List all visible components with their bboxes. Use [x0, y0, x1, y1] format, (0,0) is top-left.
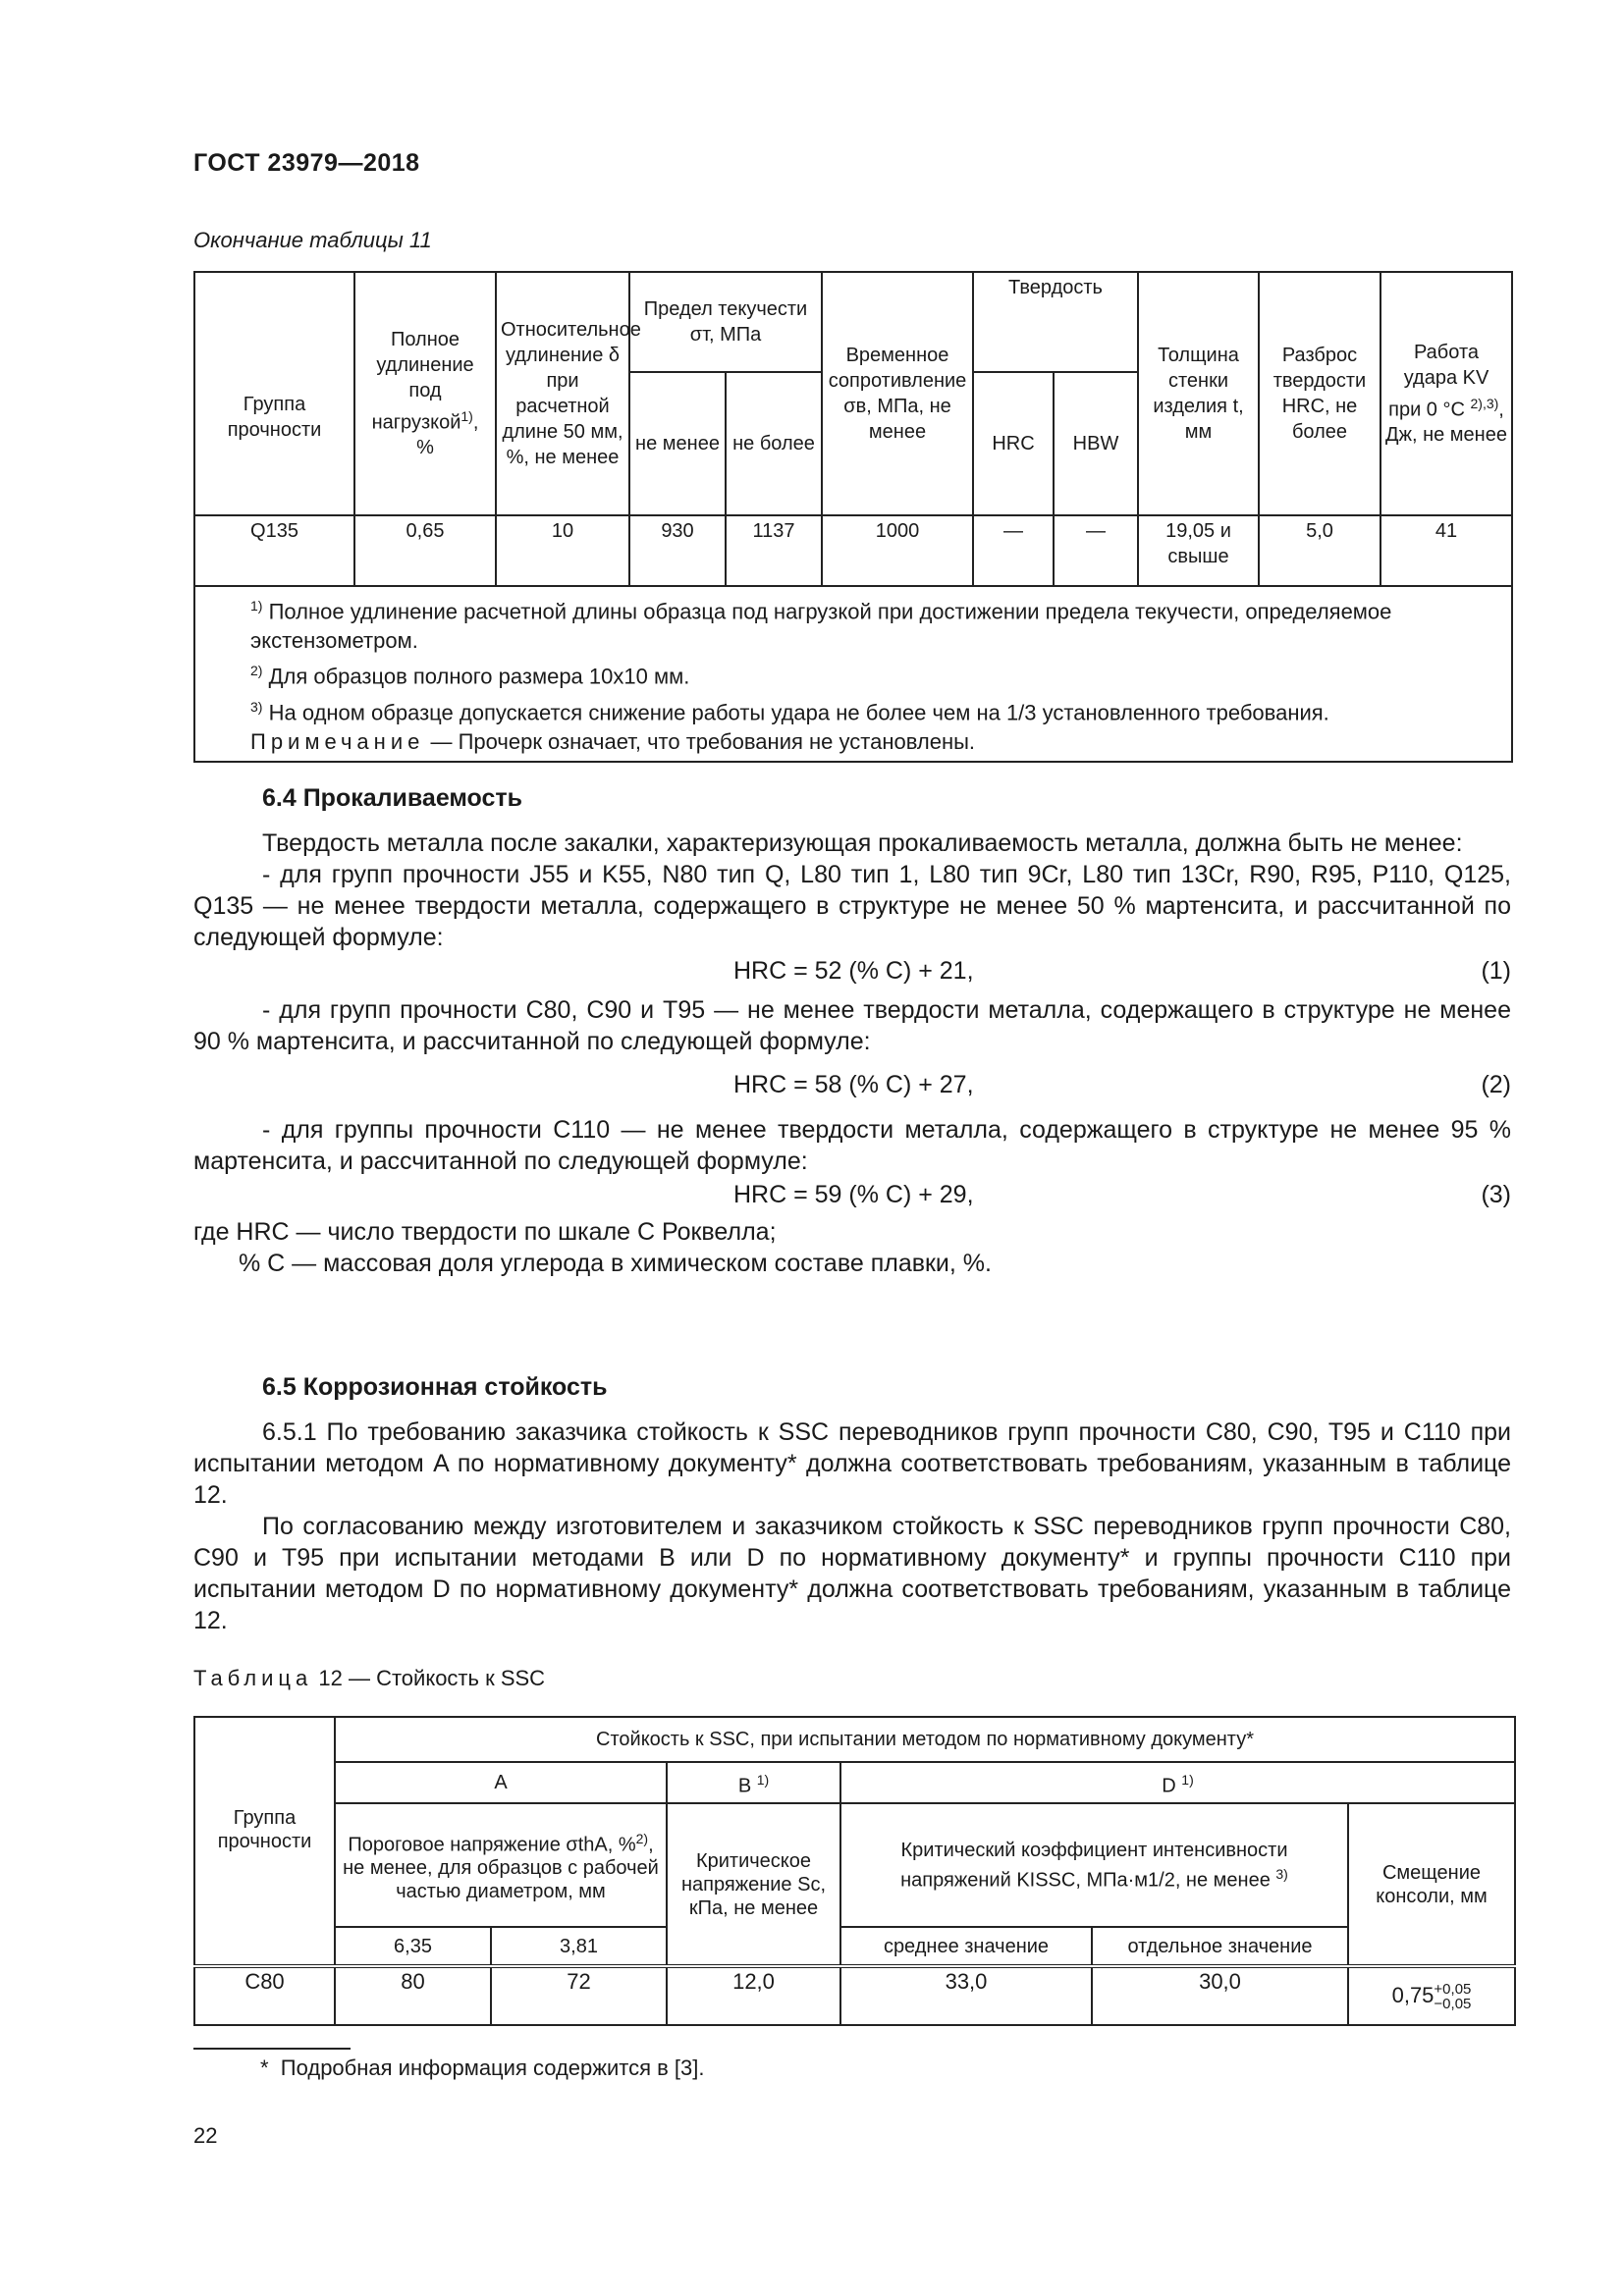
th-resistance: Стойкость к SSC, при испытании методом по нормативному документу* — [335, 1717, 1515, 1762]
section-heading: 6.5 Коррозионная стойкость — [262, 1373, 608, 1401]
note-remark: Примечание — Прочерк означает, что требования не установлены. — [250, 728, 976, 754]
cell-tensile: 1000 — [822, 515, 973, 586]
footnote: * Подробная информация содержится в [3]. — [260, 2056, 705, 2080]
page-number: 22 — [193, 2123, 218, 2148]
table-11 — [193, 271, 1513, 763]
th-wall-thickness: Толщина стенки изделия t, мм — [1138, 272, 1259, 515]
th-critical-stress: Критическое напряжение Sc, кПа, не менее — [667, 1803, 840, 1966]
th-diameter-1: 6,35 — [335, 1927, 491, 1966]
th-tensile: Временное сопротивление σв, МПа, не менее — [822, 272, 973, 515]
paragraph: - для групп прочности J55 и K55, N80 тип Q, L80 тип 1, L80 тип 9Cr, L80 тип 13Cr, R90, R95, P110, Q125, Q135 — не менее твердости металла, содержащего в структуре не менее 50 % мартенсита, и рассчитанной по следующей формуле: — [193, 861, 1511, 951]
th-diameter-2: 3,81 — [491, 1927, 667, 1966]
paragraph: По согласованию между изготовителем и заказчиком стойкость к SSC переводников групп прочности C80, C90 и T95 при испытании методами B или D по нормативному документу* и группы прочности C110 при испытании методом D по нормативному документу* должна соответствовать требованиям, указанным в таблице 12. — [193, 1513, 1511, 1634]
cell-full-elongation: 0,65 — [354, 515, 496, 586]
table-12-caption: Таблица 12 — Стойкость к SSC — [193, 1666, 546, 1690]
paragraph: - для группы прочности C110 — не менее твердости металла, содержащего в структуре не менее 95 % мартенсита, и рассчитанной по следующей формуле: — [193, 1116, 1511, 1175]
where-line-1: где HRC — число твердости по шкале С Роквелла; — [193, 1218, 777, 1246]
cell-critical-stress: 12,0 — [667, 1966, 840, 2025]
th-scatter: Разброс твердости HRC, не более — [1259, 272, 1380, 515]
footnote-rule — [193, 2048, 351, 2050]
paragraph: 6.5.1 По требованию заказчика стойкость к SSC переводников групп прочности C80, C90, T95 и C110 при испытании методом A по нормативному документу* должна соответствовать требованиям, указанным в таблице 12. — [193, 1418, 1511, 1509]
cell-deflection: 0,75 +0,05 −0,05 — [1348, 1966, 1515, 2025]
th-method-a: A — [335, 1762, 667, 1803]
cell-group: Q135 — [194, 515, 354, 586]
paragraph: Твердость металла после закалки, характеризующая прокаливаемость металла, должна быть не менее: — [262, 829, 1463, 857]
cell-hbw: — — [1054, 515, 1138, 586]
th-group: Группа прочности — [194, 272, 354, 515]
cell-scatter: 5,0 — [1259, 515, 1380, 586]
cell-kissc-average: 33,0 — [840, 1966, 1092, 2025]
section-6-4 — [193, 782, 1511, 1279]
th-method-d: D $^{1)}$ — [840, 1762, 1515, 1803]
note-3: $^{3)}$ На одном образце допускается снижение работы удара не более чем на 1/3 установленного требования. — [250, 698, 1329, 724]
th-kissc: Критический коэффициент интенсивности напряжений KISSC, МПа·м1/2, не менее $^{3)}$ — [840, 1803, 1348, 1927]
cell-yield-max: 1137 — [726, 515, 822, 586]
th-impact: Работа удара KV при 0 °C $^{2),3)}$, Дж, не менее — [1380, 272, 1512, 515]
note-1: $^{1)}$ Полное удлинение расчетной длины образца под нагрузкой при достижении предела текучести, определяемое экстензометром. — [250, 598, 1392, 654]
th-hardness: Твердость — [973, 272, 1138, 372]
th-average: среднее значение — [840, 1927, 1092, 1966]
cell-relative-elongation: 10 — [496, 515, 629, 586]
formula-1: HRC = 52 (% C) + 21, (1) — [733, 957, 1511, 985]
formula-3: HRC = 59 (% C) + 29, (3) — [733, 1181, 1511, 1208]
th-hbw: HBW — [1054, 372, 1138, 515]
cell-threshold-381: 72 — [491, 1966, 667, 2025]
document-header: ГОСТ 23979—2018 — [193, 149, 420, 177]
where-line-2: % C — массовая доля углерода в химическом составе плавки, %. — [239, 1250, 992, 1277]
cell-kissc-single: 30,0 — [1092, 1966, 1348, 2025]
cell-group: C80 — [194, 1966, 335, 2025]
th-group: Группа прочности — [194, 1717, 335, 1966]
formula-2: HRC = 58 (% C) + 27, (2) — [733, 1071, 1511, 1098]
th-full-elongation: Полное удлинение под нагрузкой$^{1)}$, % — [354, 272, 496, 515]
th-relative-elongation: Относительное удлинение δ при расчетной длине 50 мм, %, не менее — [496, 272, 629, 515]
table-12 — [193, 1716, 1516, 2026]
table-row — [194, 515, 1512, 586]
th-yield-max: не более — [726, 372, 822, 515]
th-threshold: Пороговое напряжение σthA, %$^{2)}$, не менее, для образцов с рабочей частью диаметром, мм — [335, 1803, 667, 1927]
note-2: $^{2)}$ Для образцов полного размера 10x10 мм. — [250, 663, 690, 689]
table-11-notes — [194, 586, 1512, 762]
cell-hrc: — — [973, 515, 1054, 586]
section-6-5 — [193, 1371, 1511, 1636]
th-method-b: B $^{1)}$ — [667, 1762, 840, 1803]
th-yield: Предел текучести σт, МПа — [629, 272, 822, 372]
th-hrc: HRC — [973, 372, 1054, 515]
table-row — [194, 1966, 1515, 2025]
th-yield-min: не менее — [629, 372, 726, 515]
table-11-continuation-caption: Окончание таблицы 11 — [193, 228, 432, 252]
cell-yield-min: 930 — [629, 515, 726, 586]
cell-wall-thickness: 19,05 и свыше — [1138, 515, 1259, 586]
cell-impact: 41 — [1380, 515, 1512, 586]
paragraph: - для групп прочности C80, C90 и T95 — не менее твердости металла, содержащего в структуре не менее 90 % мартенсита, и рассчитанной по следующей формуле: — [193, 996, 1511, 1055]
th-single: отдельное значение — [1092, 1927, 1348, 1966]
section-heading: 6.4 Прокаливаемость — [262, 784, 523, 812]
cell-threshold-635: 80 — [335, 1966, 491, 2025]
th-deflection: Смещение консоли, мм — [1348, 1803, 1515, 1966]
